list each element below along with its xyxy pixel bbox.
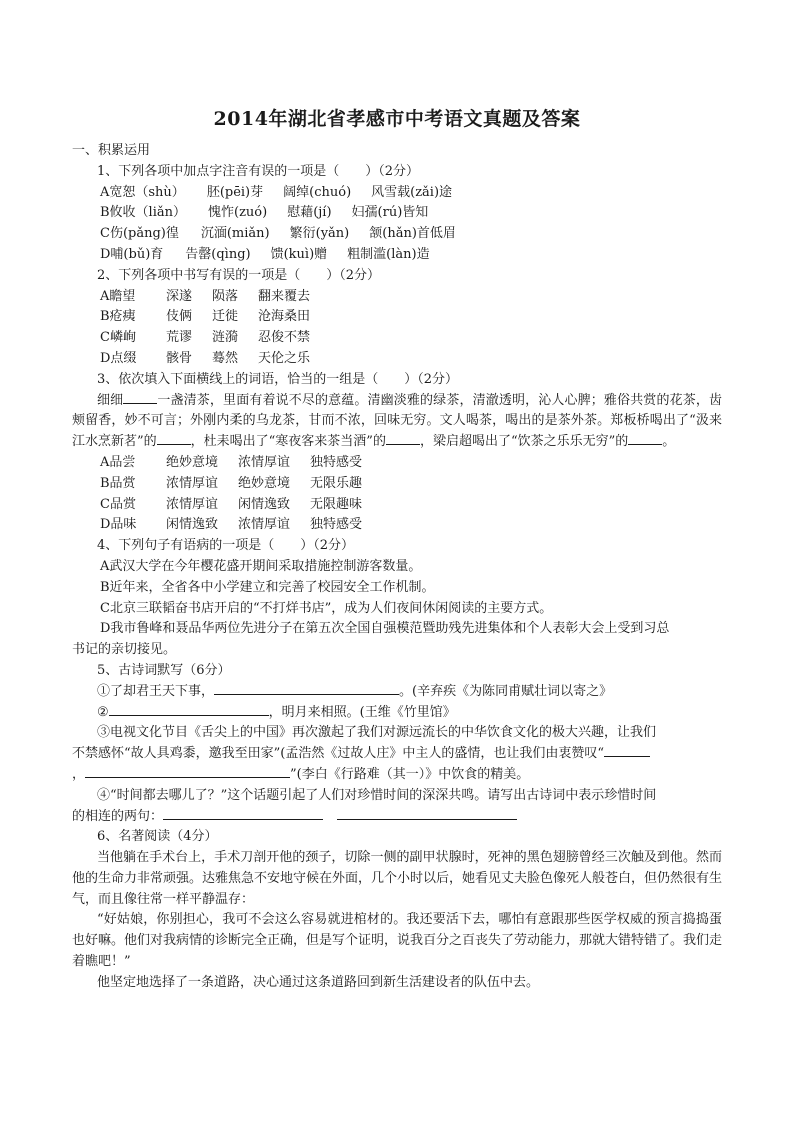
- option-text: 胚(pēi)芽: [206, 184, 264, 200]
- question-3-stem: 3、依次填入下面横线上的词语，恰当的一组是（ ）（2分）: [97, 371, 459, 387]
- option-text: B疮痍: [100, 309, 136, 325]
- question-4-stem: 4、下列句子有语病的一项是（ ）（2分）: [97, 538, 355, 554]
- option-text: 阔绰(chuó): [283, 184, 352, 200]
- option-text: 蓦然: [212, 350, 239, 366]
- option-text: 浓情厚谊: [166, 475, 219, 491]
- option-text: 荒谬: [166, 330, 193, 346]
- option-text: 粗制滥(làn)造: [347, 246, 430, 262]
- section-heading: 一、积累运用: [72, 143, 151, 158]
- question-2-option-d: [72, 349, 722, 370]
- fill-blank[interactable]: [628, 432, 662, 445]
- poem-source: 。(辛弃疾《为陈同甫赋壮词以寄之》: [399, 683, 613, 699]
- answer-blank[interactable]: [163, 807, 323, 820]
- poem-item-1: [72, 682, 722, 703]
- option-text: 慰藉(jí): [287, 205, 332, 221]
- option-text: 伎俩: [166, 309, 193, 325]
- answer-blank[interactable]: [604, 744, 650, 757]
- question-2-option-a: [72, 287, 722, 308]
- option-text: 独特感受: [310, 454, 363, 470]
- passage-text: 。: [662, 434, 676, 450]
- option-text: C品赏: [100, 496, 136, 512]
- passage-text: ，杜耒喝出了“寒夜客来茶当酒”的: [190, 434, 386, 450]
- passage-text: 一盏清茶，里面有着说不尽的意蕴。清幽淡雅的绿茶，清澈透明，沁人心脾；雅俗共赏的花茶，齿颊留香，妙不可言；外刚内柔的乌龙茶，甘而不浓，回味无穷。文人喝茶，喝出的是茶外茶。郑板桥喝出了“汲来江水烹新茗”的: [72, 392, 722, 450]
- question-4-option-d-line1: D我市鲁峰和聂品华两位先进分子在第五次全国自强模范暨助残先进集体和个人表彰大会上受到习总: [100, 621, 670, 637]
- passage-text: ，梁启超喝出了“饮茶之乐乐无穷”的: [419, 434, 629, 450]
- question-4-option-c: C北京三联韬奋书店开启的“不打烊书店”，成为人们夜间休闲阅读的主要方式。: [100, 600, 553, 616]
- question-5-stem: 5、古诗词默写（6分）: [97, 662, 231, 678]
- option-text: 浓情厚谊: [238, 454, 291, 470]
- option-text: A品尝: [100, 454, 136, 470]
- option-text: 涟漪: [212, 330, 239, 346]
- option-text: 沧海桑田: [258, 309, 311, 325]
- option-text: 陨落: [212, 288, 239, 304]
- option-text: 骸骨: [166, 350, 193, 366]
- fill-blank[interactable]: [386, 432, 420, 445]
- reading-text: 当他躺在手术台上，手术刀剖开他的颈子，切除一侧的副甲状腺时，死神的黑色翅膀曾经三次触及到他。然而他的生命力非常顽强。达雅焦急不安地守候在外面，几个小时以后，她看见丈夫脸色像死人般苍白，但仍然很有生气，而且像往常一样平静温存：: [72, 850, 723, 907]
- question-1-option-a: [72, 183, 722, 204]
- poem-text: 不禁感怀“故人具鸡黍，邀我至田家”(孟浩然《过故人庄》中主人的盛情，也让我们由衷赞叹“: [72, 746, 605, 762]
- option-text: 告罄(qìng): [185, 246, 251, 262]
- option-text: A宽恕（shù）: [100, 184, 185, 200]
- poem-text: ，: [72, 766, 86, 782]
- option-text: D哺(bǔ)育: [100, 246, 164, 262]
- question-6-stem: 6、名著阅读（4分）: [97, 829, 218, 845]
- answer-blank[interactable]: [214, 682, 399, 695]
- option-text: 浓情厚谊: [238, 517, 291, 533]
- exam-content: [72, 141, 722, 994]
- question-1-stem: 1、下列各项中加点字注音有误的一项是（ ）（2分）: [97, 163, 420, 179]
- poem-source: ，明月来相照。(王维《竹里馆》: [268, 704, 456, 720]
- reading-text: 他坚定地选择了一条道路，决心通过这条道路回到新生活建设者的队伍中去。: [97, 974, 540, 990]
- fill-blank[interactable]: [123, 391, 157, 404]
- question-3-option-c: [72, 495, 722, 516]
- poem-item-3-line2: [72, 744, 722, 765]
- option-text: 浓情厚谊: [166, 496, 219, 512]
- option-text: D点缀: [100, 350, 137, 366]
- question-2-option-c: [72, 328, 722, 349]
- poem-item-2: [72, 703, 722, 724]
- poem-text: ②: [97, 704, 109, 720]
- option-text: 忍俊不禁: [258, 330, 311, 346]
- question-1-option-d: [72, 245, 722, 266]
- reading-paragraph-3: [72, 973, 722, 994]
- option-text: 闲情逸致: [238, 496, 291, 512]
- option-text: 无限趣味: [310, 496, 363, 512]
- option-text: 无限乐趣: [310, 475, 363, 491]
- page-title: 2014年湖北省孝感市中考语文真题及答案: [213, 108, 581, 130]
- option-text: 绝妙意境: [166, 454, 219, 470]
- question-4-option-b: B近年来，全省各中小学建立和完善了校园安全工作机制。: [100, 579, 435, 595]
- poem-item-4-line1: ④“时间都去哪儿了？”这个话题引起了人们对珍惜时间的深深共鸣。请写出古诗词中表示珍惜时间: [97, 787, 657, 803]
- reading-text: “好姑娘，你别担心，我可不会这么容易就进棺材的。我还要活下去，哪怕有意跟那些医学权威的预言捣捣蛋也好嘛。他们对我病情的诊断完全正确，但是写个证明，说我百分之百丧失了劳动能力，那就大错特错了。我们走着瞧吧！”: [72, 912, 723, 970]
- answer-blank[interactable]: [85, 765, 290, 778]
- question-4-option-d-line2: 书记的亲切接见。: [72, 642, 177, 658]
- poem-item-4-line2: [72, 807, 722, 828]
- question-1-option-b: [72, 203, 722, 224]
- option-text: 愧怍(zuó): [208, 205, 268, 221]
- option-text: 深遂: [166, 288, 193, 304]
- option-text: 繁衍(yǎn): [289, 226, 350, 242]
- poem-item-3-line3: [72, 765, 722, 786]
- question-3-option-d: [72, 515, 722, 536]
- option-text: 独特感受: [310, 517, 363, 533]
- option-text: C伤(pǎng)徨: [100, 226, 179, 242]
- poem-source: ”(李白《行路难（其一）》中饮食的精美。: [290, 766, 530, 782]
- answer-blank[interactable]: [337, 807, 517, 820]
- option-text: 沉湎(miǎn): [200, 226, 270, 242]
- question-3-option-a: [72, 453, 722, 474]
- option-text: C嶙峋: [100, 330, 136, 346]
- question-4-option-a: A武汉大学在今年樱花盛开期间采取措施控制游客数量。: [100, 558, 422, 574]
- option-text: 绝妙意境: [238, 475, 291, 491]
- poem-item-3-line1: ③电视文化节目《舌尖上的中国》再次激起了我们对源远流长的中华饮食文化的极大兴趣，让我们: [97, 725, 657, 741]
- option-text: 馈(kuì)赠: [270, 246, 328, 262]
- option-text: 闲情逸致: [166, 517, 219, 533]
- option-text: 翻来覆去: [258, 288, 311, 304]
- question-3-option-b: [72, 474, 722, 495]
- question-1-option-c: [72, 224, 722, 245]
- option-text: B品赏: [100, 475, 136, 491]
- poem-text: ①了却君王天下事，: [97, 683, 215, 699]
- question-2-stem: 2、下列各项中书写有误的一项是（ ）（2分）: [97, 267, 381, 283]
- passage-text: 细细: [97, 392, 124, 408]
- reading-paragraph-1: [72, 848, 722, 910]
- question-3-passage: [72, 391, 722, 453]
- option-text: 颔(hǎn)首低眉: [369, 226, 456, 242]
- option-text: B攸收（liǎn）: [100, 205, 186, 221]
- question-2-option-b: [72, 307, 722, 328]
- option-text: A瞻望: [100, 288, 136, 304]
- option-text: 风雪载(zǎi)途: [371, 184, 453, 200]
- option-text: 迁徙: [212, 309, 239, 325]
- reading-paragraph-2: [72, 910, 722, 972]
- option-text: D品味: [100, 517, 137, 533]
- option-text: 天伦之乐: [258, 350, 311, 366]
- answer-blank[interactable]: [109, 703, 269, 716]
- option-text: 妇孺(rú)皆知: [351, 205, 429, 221]
- fill-blank[interactable]: [157, 432, 191, 445]
- poem-text: 的相连的两句：: [72, 808, 164, 824]
